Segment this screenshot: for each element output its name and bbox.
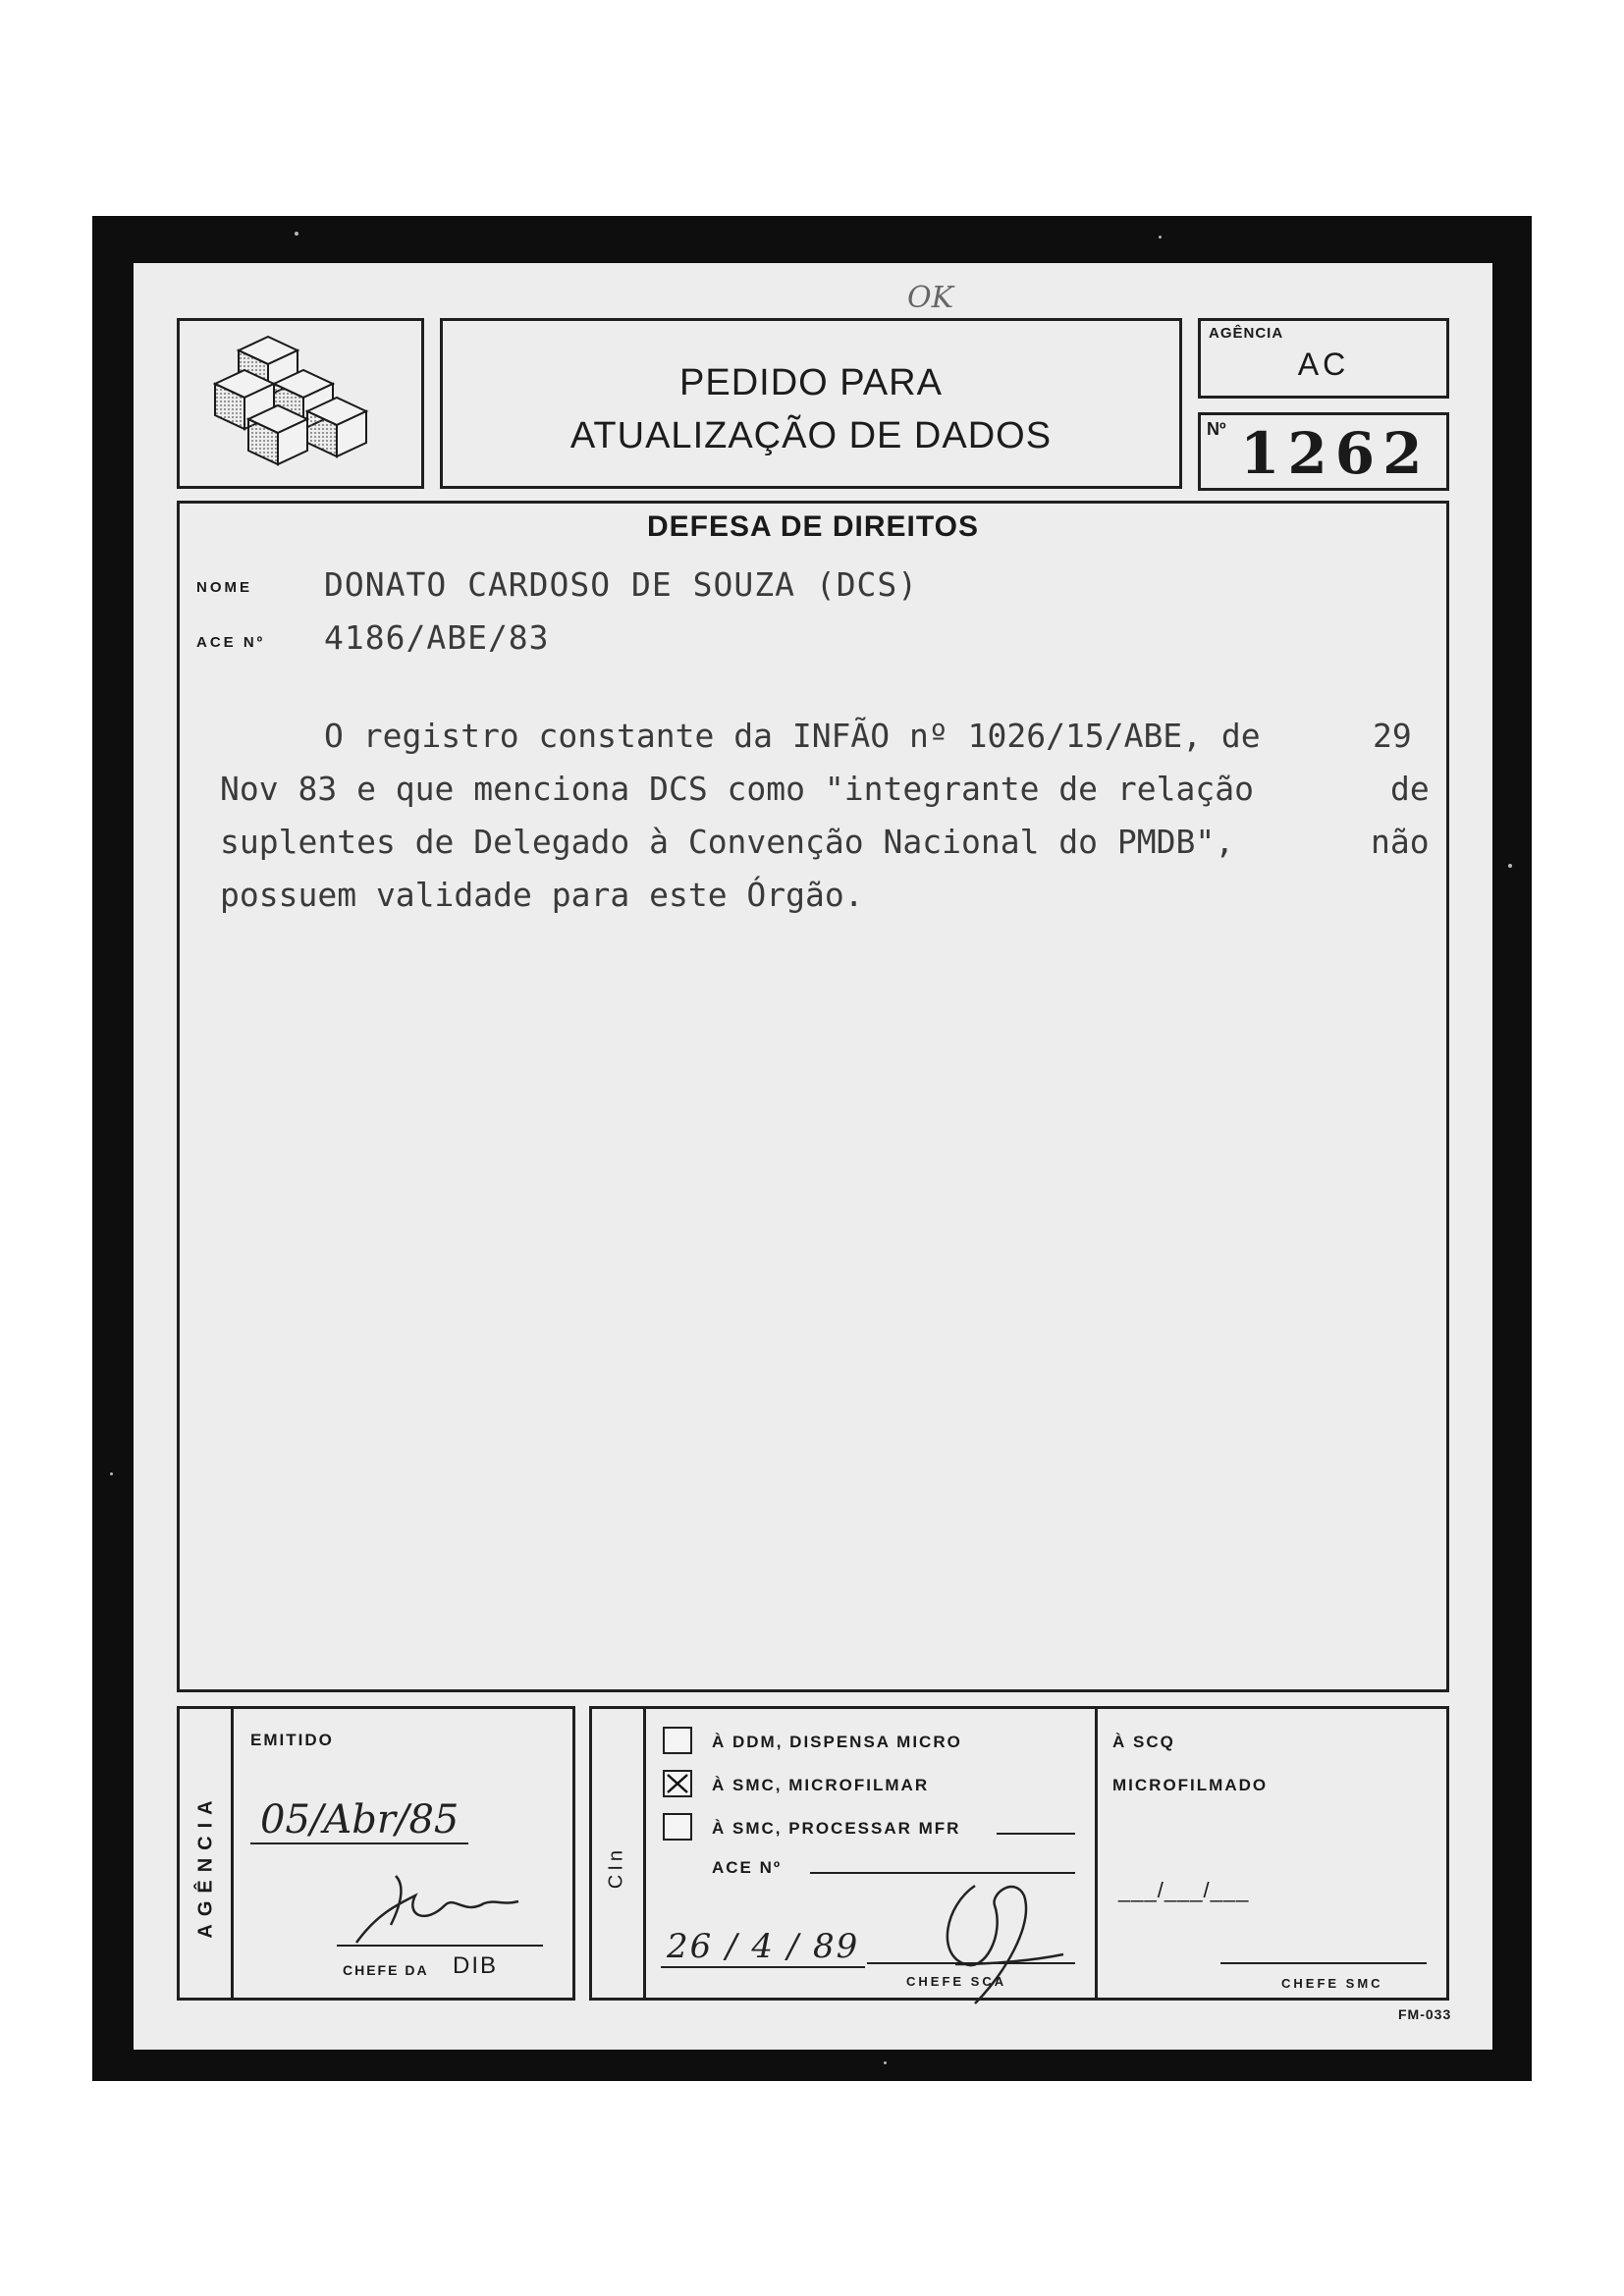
name-label: NOME <box>196 579 252 596</box>
scq-label: À SCQ <box>1112 1733 1175 1751</box>
form-number: 1262 <box>1240 420 1431 487</box>
body-line-2: Nov 83 e que menciona DCS como "integrante de relação <box>220 770 1254 808</box>
microfilmado-label: MICROFILMADO <box>1112 1776 1269 1794</box>
agencia-vertical-label: AGÊNCIA <box>194 1792 217 1939</box>
chefe-sca-label: CHEFE SCA <box>906 1974 1007 1989</box>
section-title: DEFESA DE DIREITOS <box>646 510 980 543</box>
body-line-1: O registro constante da INFÃO nº 1026/15/ABE, de <box>324 717 1261 755</box>
scan-speck <box>110 1472 113 1475</box>
name-value: DONATO CARDOSO DE SOUZA (DCS) <box>324 565 919 604</box>
option-ddm-label: À DDM, DISPENSA MICRO <box>712 1733 962 1751</box>
chefe-sca-line <box>867 1962 1075 1964</box>
cin-vertical-label: CIn <box>605 1845 627 1890</box>
checkbox-smc-processar[interactable] <box>663 1813 692 1841</box>
emitido-divider <box>231 1709 234 1998</box>
title-line-1: PEDIDO PARA <box>679 362 943 403</box>
microfilmado-date: ___/___/___ <box>1118 1878 1250 1902</box>
number-box <box>1198 412 1449 491</box>
main-content-box <box>177 501 1449 1692</box>
scan-speck <box>295 232 298 236</box>
chefe-smc-label: CHEFE SMC <box>1281 1976 1383 1991</box>
checkbox-smc-microfilmar[interactable] <box>663 1770 692 1797</box>
number-label: Nº <box>1207 419 1226 439</box>
ace-label: ACE Nº <box>196 634 266 651</box>
chefe-smc-line <box>1220 1962 1427 1964</box>
agency-label: AGÊNCIA <box>1209 325 1284 342</box>
agency-box <box>1198 318 1449 399</box>
emitido-box <box>177 1706 575 2001</box>
scan-speck <box>1159 236 1162 239</box>
check-x-icon <box>665 1772 690 1795</box>
handwritten-ok-mark: OK <box>907 281 954 315</box>
body-line-3: suplentes de Delegado à Convenção Nacional do PMDB", <box>220 823 1235 861</box>
body-line-2-end: de <box>1390 770 1430 808</box>
ace-value: 4186/ABE/83 <box>324 618 550 657</box>
processar-mfr-line <box>997 1833 1075 1835</box>
body-line-3-end: não <box>1371 823 1430 861</box>
scan-speck <box>884 2061 887 2064</box>
title-line-2: ATUALIZAÇÃO DE DADOS <box>569 415 1053 456</box>
body-line-1-end: 29 <box>1373 717 1412 755</box>
title-box <box>440 318 1182 489</box>
cin-box <box>589 1706 1449 2001</box>
body-line-4: possuem validade para este Órgão. <box>220 876 864 914</box>
cin-divider <box>643 1709 646 1998</box>
chefe-sca-signature-icon <box>916 1866 1073 2013</box>
option-smc-processar-label: À SMC, PROCESSAR MFR <box>712 1819 961 1838</box>
emitido-date: 05/Abr/85 <box>250 1797 468 1844</box>
chefe-signature-icon <box>337 1866 533 1954</box>
chefe-da-label: CHEFE DA <box>343 1962 429 1978</box>
logo-box <box>177 318 424 489</box>
cin-date: 26 / 4 / 89 <box>661 1927 865 1968</box>
chefe-unit: DIB <box>453 1952 499 1979</box>
scq-divider <box>1095 1709 1098 1998</box>
form-code: FM-033 <box>1398 2006 1452 2022</box>
checkbox-ddm[interactable] <box>663 1727 692 1754</box>
emitido-label: EMITIDO <box>250 1731 334 1749</box>
option-smc-microfilmar-label: À SMC, MICROFILMAR <box>712 1776 930 1794</box>
stacked-cubes-icon <box>180 321 421 486</box>
cin-ace-label: ACE Nº <box>712 1858 783 1877</box>
scan-speck <box>1508 864 1512 868</box>
chefe-line <box>337 1945 543 1947</box>
agency-value: AC <box>1297 347 1350 382</box>
